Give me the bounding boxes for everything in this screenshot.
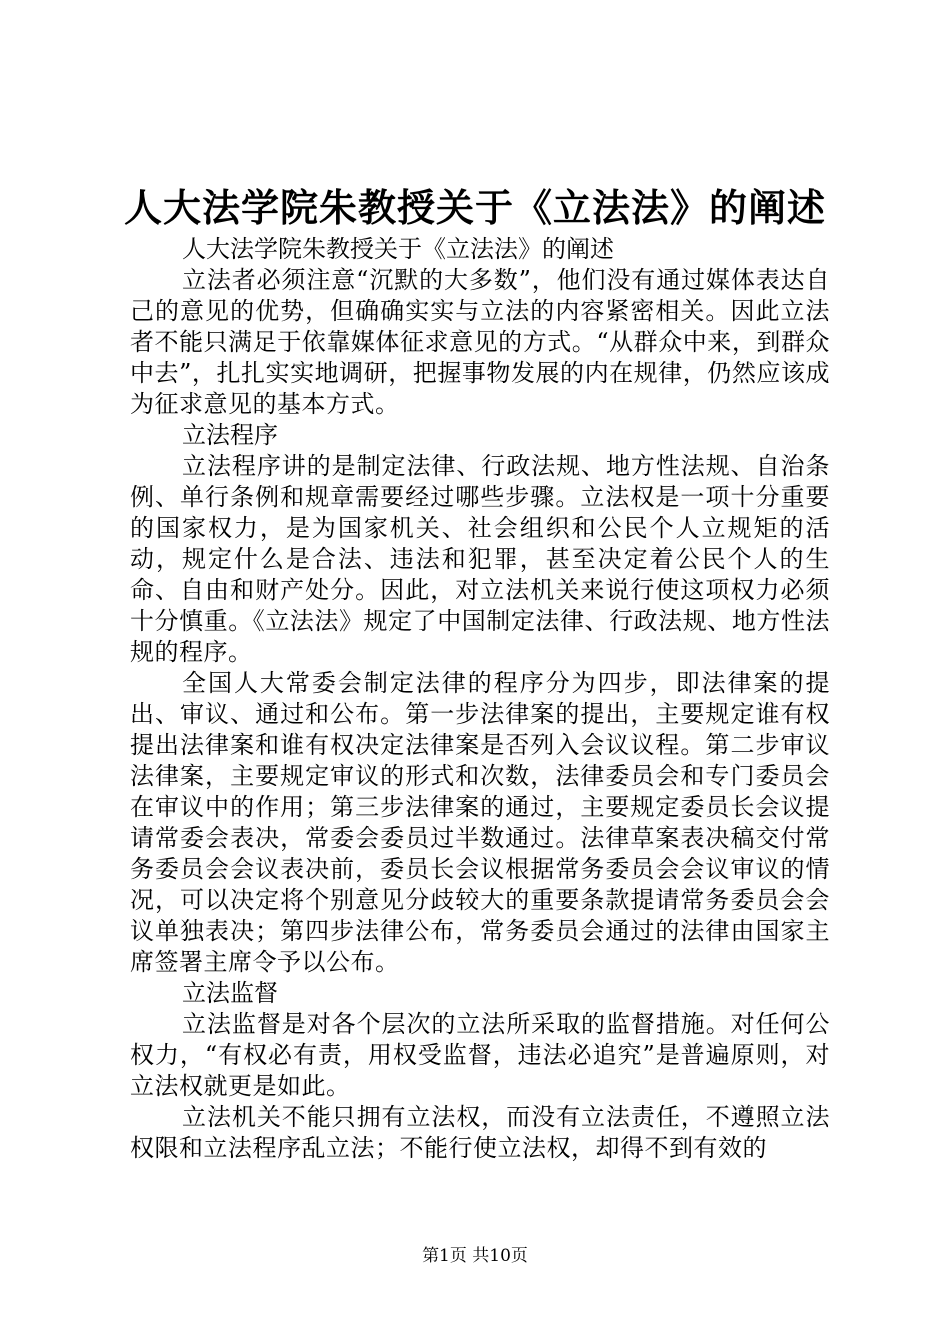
paragraph: 立法机关不能只拥有立法权，而没有立法责任，不遵照立法权限和立法程序乱立法；不能行使立法权，却得不到有效的	[130, 1103, 830, 1162]
page-number-footer: 第1页 共10页	[422, 1246, 528, 1266]
document-title: 人大法学院朱教授关于《立法法》的阐述	[123, 185, 826, 230]
document-subtitle: 人大法学院朱教授关于《立法法》的阐述	[182, 235, 614, 263]
paragraph: 立法程序讲的是制定法律、行政法规、地方性法规、自治条例、单行条例和规章需要经过哪些步骤。立法权是一项十分重要的国家权力，是为国家机关、社会组织和公民个人立规矩的活动，规定什么是合法、违法和犯罪，甚至决定着公民个人的生命、自由和财产处分。因此，对立法机关来说行使这项权力必须十分慎重。《立法法》规定了中国制定法律、行政法规、地方性法规的程序。	[130, 452, 830, 666]
document-body	[130, 234, 830, 1164]
section-heading-procedure: 立法程序	[182, 421, 278, 449]
paragraph: 全国人大常委会制定法律的程序分为四步，即法律案的提出、审议、通过和公布。第一步法律案的提出，主要规定谁有权提出法律案和谁有权决定法律案是否列入会议议程。第二步审议法律案，主要规定审议的形式和次数，法律委员会和专门委员会在审议中的作用；第三步法律案的通过，主要规定委员长会议提请常委会表决，常委会委员过半数通过。法律草案表决稿交付常务委员会会议表决前，委员长会议根据常务委员会会议审议的情况，可以决定将个别意见分歧较大的重要条款提请常务委员会会议单独表决；第四步法律公布，常务委员会通过的法律由国家主席签署主席令予以公布。	[130, 669, 830, 976]
paragraph: 立法监督是对各个层次的立法所采取的监督措施。对任何公权力，“有权必有责，用权受监督，违法必追究”是普遍原则，对立法权就更是如此。	[130, 1010, 830, 1100]
section-heading-supervision: 立法监督	[182, 979, 278, 1007]
paragraph: 立法者必须注意“沉默的大多数”，他们没有通过媒体表达自己的意见的优势，但确确实实与立法的内容紧密相关。因此立法者不能只满足于依靠媒体征求意见的方式。“从群众中来，到群众中去”，扎扎实实地调研，把握事物发展的内在规律，仍然应该成为征求意见的基本方式。	[130, 266, 830, 418]
